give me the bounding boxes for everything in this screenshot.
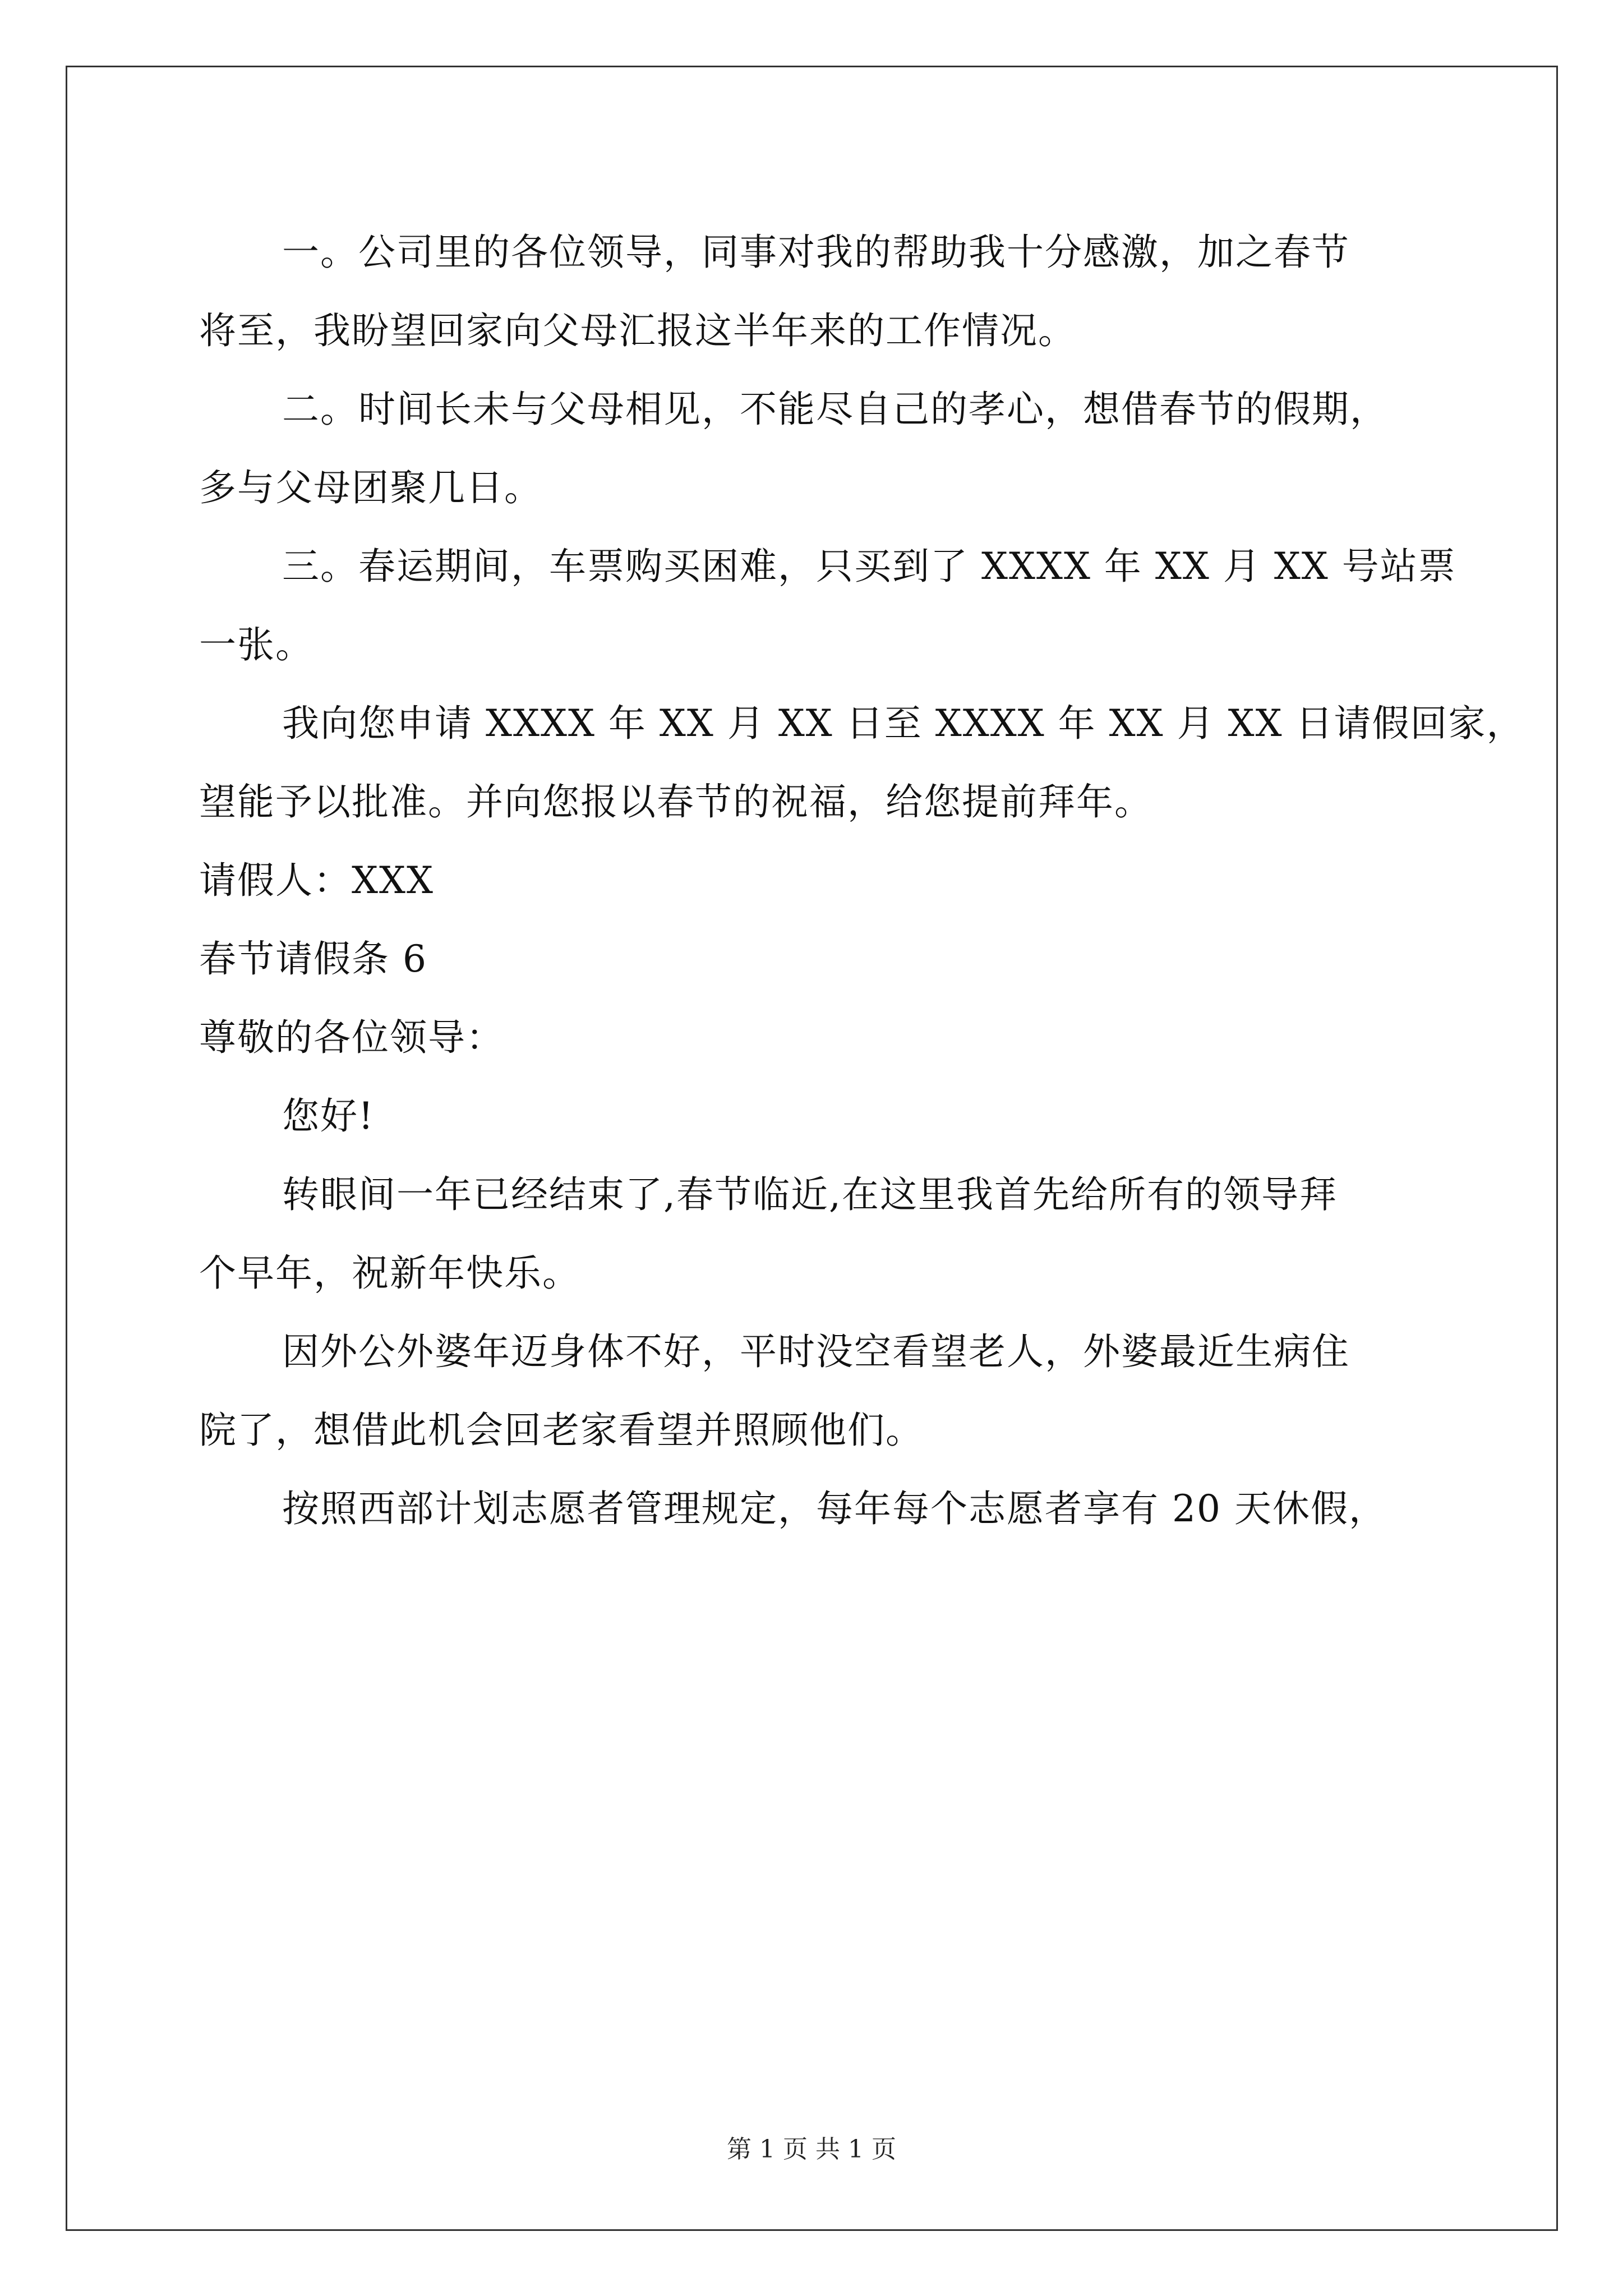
section-title: 春节请假条 6 — [199, 937, 427, 981]
paragraph-line: 三。春运期间，车票购买困难，只买到了 XXXX 年 XX 月 XX 号站票 — [282, 545, 1456, 588]
applicant-line: 请假人：XXX — [199, 859, 434, 902]
document-body — [199, 213, 1525, 1548]
paragraph-line: 将至，我盼望回家向父母汇报这半年来的工作情况。 — [199, 309, 1076, 352]
paragraph-line: 多与父母团聚几日。 — [199, 466, 542, 509]
paragraph-line: 望能予以批准。并向您报以春节的祝福，给您提前拜年。 — [199, 780, 1152, 823]
paragraph-line: 一。公司里的各位领导，同事对我的帮助我十分感激，加之春节 — [282, 231, 1350, 274]
paragraph-line: 院了，想借此机会回老家看望并照顾他们。 — [199, 1409, 924, 1452]
paragraph-line: 二。时间长未与父母相见，不能尽自己的孝心，想借春节的假期， — [282, 388, 1388, 431]
paragraph-line: 我向您申请 XXXX 年 XX 月 XX 日至 XXXX 年 XX 月 XX 日请假回家， — [282, 702, 1525, 745]
page-footer: 第 1 页 共 1 页 — [727, 2135, 896, 2164]
paragraph-line: 转眼间一年已经结束了,春节临近,在这里我首先给所有的领导拜 — [282, 1173, 1338, 1216]
salutation: 尊敬的各位领导： — [199, 1016, 504, 1059]
paragraph-line: 一张。 — [199, 623, 313, 666]
paragraph-line: 个早年，祝新年快乐。 — [199, 1251, 580, 1295]
greeting: 您好! — [282, 1094, 375, 1138]
paragraph-line: 按照西部计划志愿者管理规定，每年每个志愿者享有 20 天休假， — [282, 1487, 1387, 1530]
paragraph-line: 因外公外婆年迈身体不好，平时没空看望老人，外婆最近生病住 — [282, 1330, 1350, 1373]
